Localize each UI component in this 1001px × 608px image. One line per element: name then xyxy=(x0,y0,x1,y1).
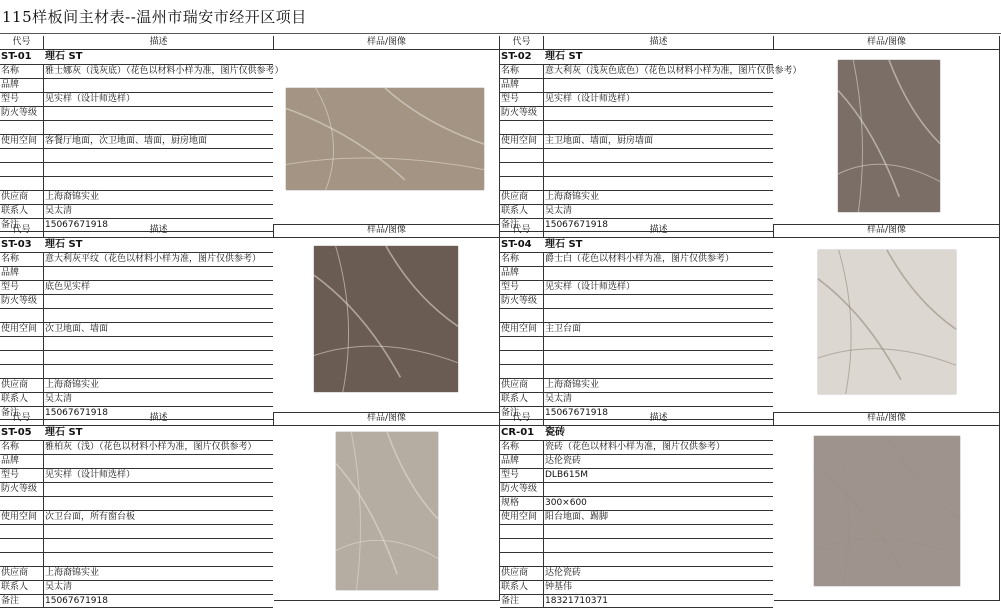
label-fire: 防火等级 xyxy=(0,106,44,120)
header-code: 代号 xyxy=(500,412,544,426)
value-supplier: 上海裔锦实业 xyxy=(45,192,100,202)
material-category: 瓷砖 xyxy=(545,427,565,438)
row-brand xyxy=(500,78,773,93)
row-brand xyxy=(0,266,273,281)
sample-image-cell xyxy=(774,238,1000,413)
sample-image-cell xyxy=(274,50,500,225)
value-usage: 次卫地面、墙面 xyxy=(45,324,109,334)
label-contact: 联系人 xyxy=(0,204,44,218)
header-desc: 描述 xyxy=(44,412,274,426)
label-note: 备注 xyxy=(500,406,544,419)
header-desc: 描述 xyxy=(44,36,274,50)
label-blank4 xyxy=(500,176,544,190)
row-supplier xyxy=(0,190,273,205)
value-model: DLB615M xyxy=(545,470,589,480)
value-contact: 吴太清 xyxy=(45,206,73,216)
material-block-st-01 xyxy=(0,36,500,230)
value-name: 意大利灰平纹（花色以材料小样为准，图片仅供参考） xyxy=(45,254,262,264)
header-sample: 样品/图像 xyxy=(274,224,500,238)
row-blank3 xyxy=(500,538,773,553)
row-contact xyxy=(500,580,773,595)
value-blank2 xyxy=(544,336,773,350)
column-separator xyxy=(999,224,1000,412)
vein-line xyxy=(351,432,360,590)
value-supplier: 上海裔锦实业 xyxy=(45,380,100,390)
label-supplier: 供应商 xyxy=(500,378,544,392)
row-blank2 xyxy=(500,524,773,539)
row-model xyxy=(500,92,773,107)
value-blank2 xyxy=(44,336,273,350)
vein-line xyxy=(387,432,438,519)
row-blank4 xyxy=(0,552,273,567)
label-model: 型号 xyxy=(0,280,44,294)
value-supplier: 上海裔锦实业 xyxy=(545,192,600,202)
row-model xyxy=(0,468,273,483)
row-brand xyxy=(500,454,773,469)
header-code: 代号 xyxy=(0,224,44,238)
label-model: 型号 xyxy=(0,468,44,482)
label-model: 型号 xyxy=(500,92,544,106)
value-brand xyxy=(44,78,273,92)
header-desc: 描述 xyxy=(544,36,774,50)
header-desc: 描述 xyxy=(44,224,274,238)
column-separator xyxy=(999,412,1000,600)
label-spec: 规格 xyxy=(500,496,544,510)
row-spec xyxy=(500,496,773,511)
vein-line xyxy=(839,250,851,394)
row-blank3 xyxy=(500,350,773,365)
material-code: ST-03 xyxy=(1,239,32,250)
vein-line xyxy=(286,108,405,179)
label-brand: 品牌 xyxy=(500,454,544,468)
row-blank1 xyxy=(500,120,773,135)
row-supplier xyxy=(0,378,273,393)
value-blank2 xyxy=(544,524,773,538)
row-contact xyxy=(500,392,773,407)
value-usage: 主卫台面 xyxy=(545,324,582,334)
label-model: 型号 xyxy=(500,468,544,482)
row-code xyxy=(0,426,273,441)
label-note: 备注 xyxy=(0,594,44,607)
sample-image-cell xyxy=(774,426,1000,601)
row-brand xyxy=(500,266,773,281)
row-contact xyxy=(0,392,273,407)
sample-image-cr-01 xyxy=(814,436,960,586)
value-blank1 xyxy=(544,120,773,134)
vein-line xyxy=(853,60,862,212)
material-category: 理石 ST xyxy=(545,51,583,62)
column-separator xyxy=(999,36,1000,224)
value-blank3 xyxy=(544,162,773,176)
header-sample: 样品/图像 xyxy=(774,36,1000,50)
label-blank2 xyxy=(0,148,44,162)
value-blank1 xyxy=(44,120,273,134)
row-blank1 xyxy=(500,308,773,323)
material-code: ST-04 xyxy=(501,239,532,250)
label-name: 名称 xyxy=(0,440,44,454)
label-usage: 使用空间 xyxy=(500,510,544,524)
header-sample: 样品/图像 xyxy=(774,412,1000,426)
label-fire: 防火等级 xyxy=(0,294,44,308)
label-blank3 xyxy=(500,162,544,176)
row-blank4 xyxy=(0,176,273,191)
row-supplier xyxy=(500,566,773,581)
marble-texture xyxy=(286,88,484,190)
row-blank4 xyxy=(500,552,773,567)
label-supplier: 供应商 xyxy=(0,190,44,204)
label-fire: 防火等级 xyxy=(0,482,44,496)
label-usage: 使用空间 xyxy=(500,322,544,336)
row-brand xyxy=(0,78,273,93)
value-spec: 300×600 xyxy=(545,498,587,508)
vein-line xyxy=(316,88,334,190)
value-note: 15067671918 xyxy=(45,596,108,606)
label-contact: 联系人 xyxy=(500,580,544,594)
row-name xyxy=(0,440,273,455)
value-blank4 xyxy=(44,176,273,190)
label-fire: 防火等级 xyxy=(500,106,544,120)
label-brand: 品牌 xyxy=(500,78,544,92)
sample-image-cell xyxy=(274,238,500,413)
label-blank3 xyxy=(500,538,544,552)
label-note: 备注 xyxy=(500,218,544,231)
header-code: 代号 xyxy=(500,36,544,50)
row-fire xyxy=(500,106,773,121)
row-model xyxy=(0,92,273,107)
label-supplier: 供应商 xyxy=(500,190,544,204)
label-blank4 xyxy=(0,552,44,566)
sample-image-cell xyxy=(774,50,1000,225)
row-blank1 xyxy=(0,308,273,323)
label-blank2 xyxy=(0,524,44,538)
header-sample: 样品/图像 xyxy=(774,224,1000,238)
value-model: 底色见实样 xyxy=(45,282,91,292)
label-blank2 xyxy=(500,524,544,538)
header-sample: 样品/图像 xyxy=(274,412,500,426)
value-blank4 xyxy=(44,552,273,566)
row-blank4 xyxy=(0,364,273,379)
value-blank2 xyxy=(544,148,773,162)
label-blank4 xyxy=(500,364,544,378)
material-code: ST-02 xyxy=(501,51,532,62)
row-usage xyxy=(500,322,773,337)
label-blank2 xyxy=(500,336,544,350)
label-blank1 xyxy=(0,308,44,322)
label-brand: 品牌 xyxy=(0,266,44,280)
value-usage: 主卫地面、墙面，厨房墙面 xyxy=(545,136,654,146)
marble-texture xyxy=(814,436,960,586)
sample-image-st-04 xyxy=(818,250,956,394)
value-blank4 xyxy=(544,176,773,190)
row-blank4 xyxy=(500,176,773,191)
row-code xyxy=(500,238,773,253)
vein-line xyxy=(386,246,458,326)
title-rule xyxy=(0,33,1001,34)
row-blank2 xyxy=(500,336,773,351)
row-blank2 xyxy=(0,524,273,539)
value-supplier: 达伦瓷砖 xyxy=(545,568,582,578)
row-blank3 xyxy=(0,350,273,365)
value-name: 意大利灰（浅灰色底色）（花色以材料小样为准，图片仅供参考） xyxy=(545,66,802,76)
label-fire: 防火等级 xyxy=(500,482,544,496)
vein-line xyxy=(818,279,901,380)
row-code xyxy=(0,238,273,253)
value-contact: 吴太清 xyxy=(45,394,73,404)
header-code: 代号 xyxy=(0,412,44,426)
label-name: 名称 xyxy=(500,64,544,78)
value-brand xyxy=(544,78,773,92)
sample-image-st-02 xyxy=(838,60,940,212)
row-model xyxy=(500,280,773,295)
vein-line xyxy=(814,466,902,571)
label-contact: 联系人 xyxy=(0,392,44,406)
label-model: 型号 xyxy=(500,280,544,294)
material-category: 理石 ST xyxy=(45,239,83,250)
value-note: 15067671918 xyxy=(45,220,108,230)
value-blank3 xyxy=(44,162,273,176)
value-blank1 xyxy=(44,496,273,510)
label-blank4 xyxy=(0,176,44,190)
material-code: CR-01 xyxy=(501,427,535,438)
label-note: 备注 xyxy=(500,594,544,607)
row-contact xyxy=(0,580,273,595)
value-contact: 吴太清 xyxy=(545,394,573,404)
label-blank4 xyxy=(500,552,544,566)
header-desc: 描述 xyxy=(544,412,774,426)
label-supplier: 供应商 xyxy=(500,566,544,580)
label-model: 型号 xyxy=(0,92,44,106)
value-usage: 次卫台面，所有窗台板 xyxy=(45,512,136,522)
material-code: ST-05 xyxy=(1,427,32,438)
material-block-st-03 xyxy=(0,224,500,418)
label-name: 名称 xyxy=(500,440,544,454)
vein-line xyxy=(887,250,956,329)
row-usage xyxy=(0,322,273,337)
value-usage: 客餐厅地面，次卫地面、墙面，厨房地面 xyxy=(45,136,208,146)
value-brand xyxy=(544,266,773,280)
value-model: 见实样（设计师选样） xyxy=(545,94,636,104)
label-brand: 品牌 xyxy=(0,78,44,92)
row-name xyxy=(0,64,284,79)
material-block-st-05 xyxy=(0,412,500,606)
value-name: 瓷砖（花色以材料小样为准，图片仅供参考） xyxy=(545,442,726,452)
material-category: 理石 ST xyxy=(545,239,583,250)
label-blank2 xyxy=(500,148,544,162)
value-note: 15067671918 xyxy=(45,408,108,418)
row-blank2 xyxy=(500,148,773,163)
value-name: 雅柏灰（浅）（花色以材料小样为准，图片仅供参考） xyxy=(45,442,257,452)
row-note xyxy=(500,594,773,608)
value-note: 15067671918 xyxy=(545,220,608,230)
page-title: 115样板间主材表--温州市瑞安市经开区项目 xyxy=(2,8,307,26)
value-contact: 吴太清 xyxy=(45,582,73,592)
row-code xyxy=(0,50,273,65)
value-brand xyxy=(44,266,273,280)
material-category: 理石 ST xyxy=(45,427,83,438)
vein-line xyxy=(314,275,400,377)
row-usage xyxy=(500,510,773,525)
row-name xyxy=(500,440,773,455)
label-usage: 使用空间 xyxy=(500,134,544,148)
value-fire xyxy=(44,106,273,120)
header-desc: 描述 xyxy=(544,224,774,238)
value-fire xyxy=(544,106,773,120)
row-usage xyxy=(0,510,273,525)
label-blank3 xyxy=(0,538,44,552)
value-model: 见实样（设计师选样） xyxy=(545,282,636,292)
row-blank2 xyxy=(0,148,273,163)
label-blank2 xyxy=(0,336,44,350)
header-code: 代号 xyxy=(0,36,44,50)
value-supplier: 上海裔锦实业 xyxy=(45,568,100,578)
vein-line xyxy=(836,436,849,586)
header-sample: 样品/图像 xyxy=(274,36,500,50)
label-usage: 使用空间 xyxy=(0,510,44,524)
label-usage: 使用空间 xyxy=(0,322,44,336)
label-brand: 品牌 xyxy=(0,454,44,468)
value-model: 见实样（设计师选样） xyxy=(45,94,136,104)
value-name: 雅士娜灰（浅灰底）（花色以材料小样为准，图片仅供参考） xyxy=(45,66,284,76)
value-blank4 xyxy=(544,552,773,566)
label-usage: 使用空间 xyxy=(0,134,44,148)
value-blank3 xyxy=(544,350,773,364)
value-blank3 xyxy=(44,538,273,552)
label-brand: 品牌 xyxy=(500,266,544,280)
value-blank2 xyxy=(44,524,273,538)
label-supplier: 供应商 xyxy=(0,378,44,392)
header-code: 代号 xyxy=(500,224,544,238)
row-code xyxy=(500,50,773,65)
row-name xyxy=(500,252,773,267)
row-supplier xyxy=(500,378,773,393)
vein-line xyxy=(336,246,349,392)
value-note: 18321710371 xyxy=(545,596,608,606)
row-fire xyxy=(0,482,273,497)
row-name xyxy=(500,64,802,79)
value-fire xyxy=(544,294,773,308)
value-blank4 xyxy=(544,364,773,378)
row-supplier xyxy=(500,190,773,205)
row-blank2 xyxy=(0,336,273,351)
label-fire: 防火等级 xyxy=(500,294,544,308)
material-block-st-04 xyxy=(500,224,1000,418)
marble-texture xyxy=(336,432,438,590)
row-fire xyxy=(500,294,773,309)
label-blank1 xyxy=(0,496,44,510)
value-supplier: 上海裔锦实业 xyxy=(545,380,600,390)
label-blank3 xyxy=(0,162,44,176)
vein-line xyxy=(838,90,899,196)
label-supplier: 供应商 xyxy=(0,566,44,580)
value-fire xyxy=(44,482,273,496)
label-blank1 xyxy=(500,120,544,134)
marble-texture xyxy=(314,246,458,392)
value-name: 爵士白（花色以材料小样为准，图片仅供参考） xyxy=(545,254,735,264)
sample-image-st-01 xyxy=(286,88,484,190)
row-usage xyxy=(500,134,773,149)
row-note xyxy=(0,594,273,608)
vein-line xyxy=(385,88,484,144)
sample-image-st-05 xyxy=(336,432,438,590)
row-fire xyxy=(0,294,273,309)
label-blank3 xyxy=(0,350,44,364)
label-blank1 xyxy=(0,120,44,134)
material-block-st-02 xyxy=(500,36,1000,230)
value-model: 见实样（设计师选样） xyxy=(45,470,136,480)
label-contact: 联系人 xyxy=(0,580,44,594)
row-blank1 xyxy=(0,496,273,511)
value-note: 15067671918 xyxy=(545,408,608,418)
material-block-cr-01 xyxy=(500,412,1000,606)
label-contact: 联系人 xyxy=(500,204,544,218)
value-blank3 xyxy=(544,538,773,552)
marble-texture xyxy=(838,60,940,212)
label-blank1 xyxy=(500,308,544,322)
value-contact: 钟基伟 xyxy=(545,582,573,592)
row-model xyxy=(500,468,773,483)
row-model xyxy=(0,280,273,295)
vein-line xyxy=(887,436,960,519)
value-usage: 阳台地面、踢脚 xyxy=(545,512,609,522)
row-contact xyxy=(500,204,773,219)
value-blank1 xyxy=(44,308,273,322)
row-blank3 xyxy=(500,162,773,177)
material-category: 理石 ST xyxy=(45,51,83,62)
row-blank3 xyxy=(0,162,273,177)
row-blank3 xyxy=(0,538,273,553)
label-note: 备注 xyxy=(0,406,44,419)
label-name: 名称 xyxy=(0,64,44,78)
row-supplier xyxy=(0,566,273,581)
row-brand xyxy=(0,454,273,469)
vein-line xyxy=(336,464,397,575)
label-name: 名称 xyxy=(0,252,44,266)
material-code: ST-01 xyxy=(1,51,32,62)
label-blank4 xyxy=(0,364,44,378)
value-contact: 吴太清 xyxy=(545,206,573,216)
value-blank1 xyxy=(544,308,773,322)
vein-line xyxy=(889,60,940,144)
label-note: 备注 xyxy=(0,218,44,231)
row-code xyxy=(500,426,773,441)
value-brand: 达伦瓷砖 xyxy=(545,456,582,466)
row-blank4 xyxy=(500,364,773,379)
row-name xyxy=(0,252,273,267)
label-blank3 xyxy=(500,350,544,364)
marble-texture xyxy=(818,250,956,394)
value-fire xyxy=(544,482,773,496)
row-fire xyxy=(0,106,273,121)
sample-image-cell xyxy=(274,426,500,601)
row-contact xyxy=(0,204,273,219)
value-brand xyxy=(44,454,273,468)
sample-image-st-03 xyxy=(314,246,458,392)
value-blank2 xyxy=(44,148,273,162)
row-blank1 xyxy=(0,120,273,135)
row-usage xyxy=(0,134,273,149)
value-blank4 xyxy=(44,364,273,378)
value-fire xyxy=(44,294,273,308)
label-contact: 联系人 xyxy=(500,392,544,406)
value-blank3 xyxy=(44,350,273,364)
row-fire xyxy=(500,482,773,497)
label-name: 名称 xyxy=(500,252,544,266)
